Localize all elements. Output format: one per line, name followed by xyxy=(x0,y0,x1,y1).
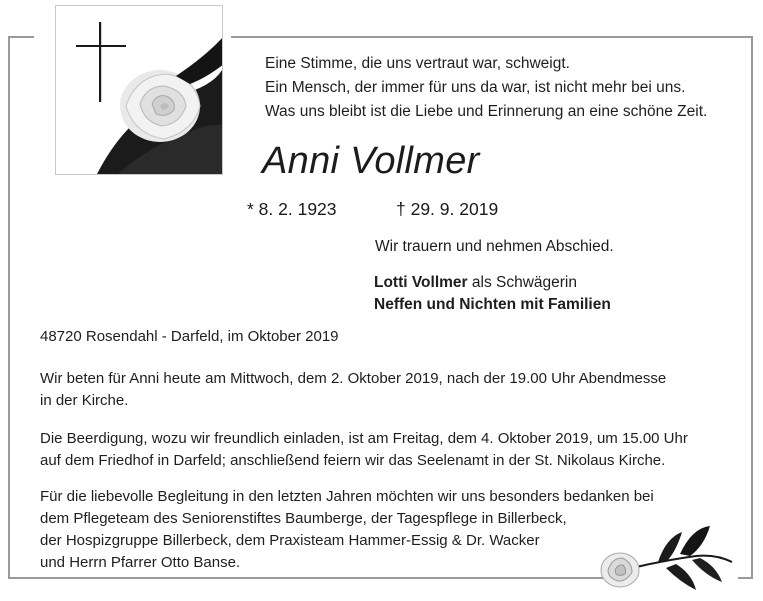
frame-left xyxy=(8,36,10,577)
family-entry xyxy=(374,272,611,294)
deceased-name: Anni Vollmer xyxy=(262,140,480,182)
rose-image xyxy=(96,36,223,175)
paragraph-line: der Hospizgruppe Billerbeck, dem Praxisteam Hammer-Essig & Dr. Wacker xyxy=(40,532,540,549)
frame-top-right xyxy=(231,36,753,38)
cross-icon xyxy=(76,22,126,102)
verse-line: Ein Mensch, der immer für uns da war, ist nicht mehr bei uns. xyxy=(265,79,686,96)
paragraph-line: Für die liebevolle Begleitung in den letzten Jahren möchten wir uns besonders bedanken bei xyxy=(40,488,654,505)
frame-bottom-right xyxy=(738,577,753,579)
paragraph-line: in der Kirche. xyxy=(40,392,129,409)
frame-bottom-left xyxy=(8,577,608,579)
family-name: Lotti Vollmer xyxy=(374,274,468,291)
birth-date: * 8. 2. 1923 xyxy=(247,199,337,219)
memorial-photo xyxy=(55,5,223,175)
frame-top-left xyxy=(8,36,34,38)
death-date: † 29. 9. 2019 xyxy=(396,199,499,219)
verse xyxy=(265,52,735,124)
family-list xyxy=(374,272,611,316)
paragraph-line: Die Beerdigung, wozu wir freundlich einladen, ist am Freitag, dem 4. Oktober 2019, um 15.00 Uhr xyxy=(40,430,688,447)
paragraph-line: Wir beten für Anni heute am Mittwoch, dem 2. Oktober 2019, nach der 19.00 Uhr Abendmesse xyxy=(40,370,667,387)
family-relation: als Schwägerin xyxy=(467,274,577,291)
verse-line: Eine Stimme, die uns vertraut war, schweigt. xyxy=(265,55,570,72)
paragraph-line: dem Pflegeteam des Seniorenstiftes Baumberge, der Tagespflege in Billerbeck, xyxy=(40,510,567,527)
place-date: 48720 Rosendahl - Darfeld, im Oktober 2019 xyxy=(40,328,339,345)
frame-right xyxy=(751,36,753,577)
mourning-text: Wir trauern und nehmen Abschied. xyxy=(375,238,614,255)
paragraph-line: und Herrn Pfarrer Otto Banse. xyxy=(40,554,241,571)
rose-corner-image xyxy=(596,518,736,596)
paragraph-line: auf dem Friedhof in Darfeld; anschließend feiern wir das Seelenamt in der St. Nikolaus Kirche. xyxy=(40,452,666,469)
funeral-paragraph xyxy=(40,428,730,472)
prayer-paragraph xyxy=(40,368,730,412)
family-entry: Neffen und Nichten mit Familien xyxy=(374,296,611,313)
verse-line: Was uns bleibt ist die Liebe und Erinnerung an eine schöne Zeit. xyxy=(265,103,708,120)
